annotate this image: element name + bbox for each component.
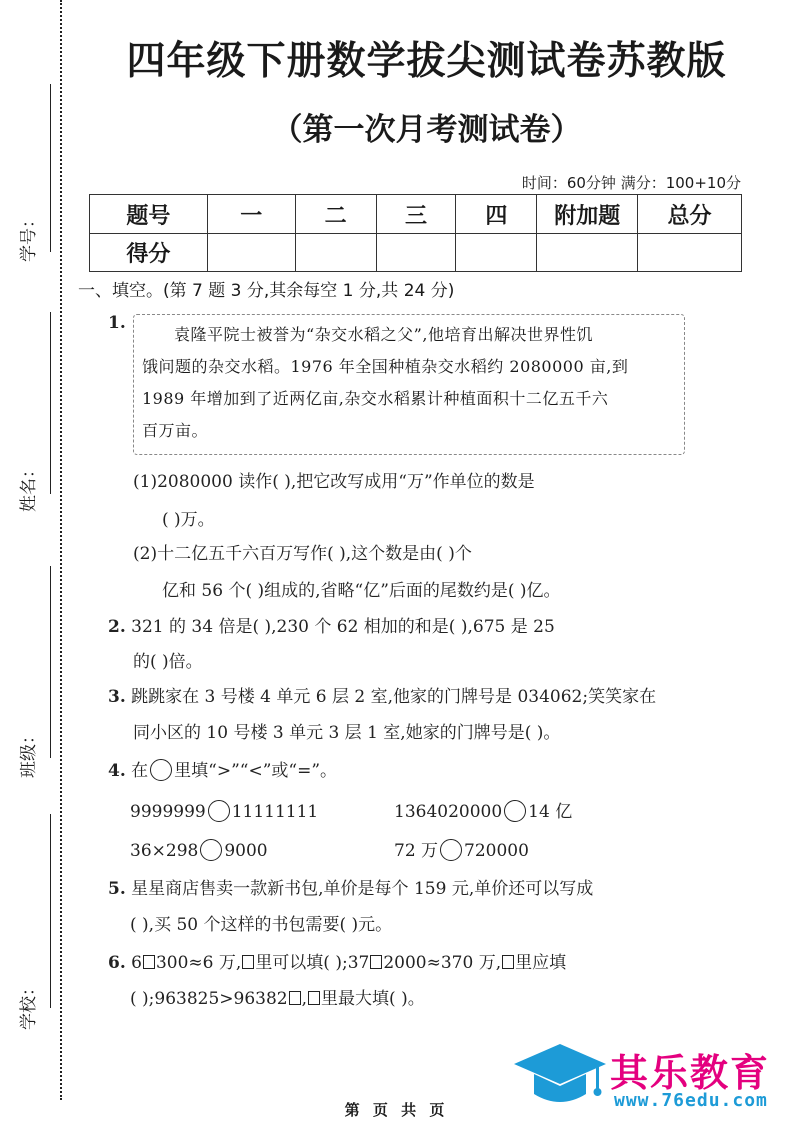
- compare-answer-circle[interactable]: [200, 839, 222, 861]
- brand-name: 其乐教育: [610, 1051, 771, 1095]
- question-number: 4.: [108, 761, 126, 781]
- question-number: 5.: [108, 879, 126, 899]
- question-text: 里填“>”“<”或“=”。: [174, 761, 338, 781]
- score-cell[interactable]: [638, 234, 742, 272]
- question-text: 里最大填( )。: [321, 989, 425, 1009]
- blank-square-icon: [308, 991, 320, 1005]
- passage-line: 饿问题的杂交水稻。1976 年全国种植杂交水稻约 2080000 亩,到: [142, 357, 629, 376]
- score-table: [89, 194, 742, 272]
- score-cell[interactable]: [537, 234, 638, 272]
- question-text: 321 的 34 倍是( ),230 个 62 相加的和是( ),675 是 25: [131, 617, 555, 637]
- score-table-score-row: [90, 234, 742, 272]
- score-cell[interactable]: [295, 234, 376, 272]
- q1-sub1-line1: (1)2080000 读作( ),把它改写成用“万”作单位的数是: [133, 472, 535, 492]
- blank-square-icon: [143, 955, 155, 969]
- compare-left: 72 万: [394, 841, 439, 861]
- blank-square-icon: [289, 991, 301, 1005]
- compare-answer-circle[interactable]: [440, 839, 462, 861]
- question-6: [108, 946, 566, 980]
- compare-item: [130, 834, 268, 868]
- score-table-header-row: [90, 195, 742, 234]
- question-text: ( );963825>96382: [130, 989, 288, 1009]
- question-number: 1.: [108, 313, 126, 333]
- passage-line: 1989 年增加到了近两亿亩,杂交水稻累计种植面积十二亿五千六: [142, 389, 609, 408]
- student-id-line[interactable]: [50, 84, 51, 252]
- q1-sub2-line1: (2)十二亿五千六百万写作( ),这个数是由( )个: [133, 544, 472, 564]
- passage-line: 袁隆平院士被誉为“杂交水稻之父”,他培育出解决世界性饥: [174, 325, 593, 344]
- score-table-header: 一: [207, 195, 295, 234]
- question-number: 6.: [108, 953, 126, 973]
- blank-square-icon: [370, 955, 382, 969]
- compare-item: [394, 834, 529, 868]
- question-text: 300≈6 万,: [155, 953, 242, 973]
- question-text: 6: [131, 953, 142, 973]
- question-number: 3.: [108, 687, 126, 707]
- question-3-line2: 同小区的 10 号楼 3 单元 3 层 1 室,她家的门牌号是( )。: [133, 723, 561, 743]
- score-table-header: 总分: [638, 195, 742, 234]
- score-table-header: 附加题: [537, 195, 638, 234]
- question-3: [108, 680, 656, 714]
- question-text: 里可以填( );37: [255, 953, 370, 973]
- blank-square-icon: [502, 955, 514, 969]
- section-1-heading: 一、填空。(第 7 题 3 分,其余每空 1 分,共 24 分): [78, 281, 455, 301]
- compare-right: 11111111: [231, 802, 319, 822]
- student-id-label: 学号：: [19, 211, 39, 262]
- question-5: [108, 872, 593, 906]
- page-footer: 第 页 共 页: [344, 1101, 449, 1119]
- school-label: 学校：: [19, 979, 39, 1030]
- score-cell[interactable]: [376, 234, 456, 272]
- score-table-header: 题号: [90, 195, 208, 234]
- class-label: 班级：: [19, 727, 39, 778]
- score-row-label: 得分: [90, 234, 208, 272]
- compare-right: 720000: [464, 841, 529, 861]
- compare-item: [394, 795, 572, 829]
- compare-right: 9000: [224, 841, 268, 861]
- exam-meta: 时间：60分钟 满分：100+10分: [521, 174, 741, 192]
- brand-url: www.76edu.com: [614, 1090, 768, 1111]
- compare-left: 9999999: [130, 802, 206, 822]
- student-name-label: 姓名：: [19, 461, 39, 512]
- binding-dotted-line: [60, 0, 62, 1100]
- question-text: 星星商店售卖一款新书包,单价是每个 159 元,单价还可以写成: [131, 879, 594, 899]
- question-6-line2: [130, 982, 425, 1016]
- page-title: 四年级下册数学拔尖测试卷苏教版: [126, 39, 727, 84]
- compare-left: 36×298: [130, 841, 199, 861]
- compare-left: 1364020000: [394, 802, 503, 822]
- blank-square-icon: [242, 955, 254, 969]
- compare-circle-icon: [150, 759, 172, 781]
- question-text: 在: [131, 761, 149, 781]
- question-4: [108, 754, 337, 788]
- q1-sub2-line2: 亿和 56 个( )组成的,省略“亿”后面的尾数约是( )亿。: [162, 581, 561, 601]
- compare-right: 14 亿: [528, 802, 573, 822]
- passage-line: 百万亩。: [142, 421, 209, 440]
- compare-answer-circle[interactable]: [504, 800, 526, 822]
- score-table-header: 四: [456, 195, 537, 234]
- score-table-header: 二: [295, 195, 376, 234]
- question-2-line2: 的( )倍。: [133, 652, 203, 672]
- compare-item: [130, 795, 318, 829]
- score-table-header: 三: [376, 195, 456, 234]
- score-cell[interactable]: [207, 234, 295, 272]
- q1-sub1-line2: ( )万。: [162, 510, 215, 530]
- compare-answer-circle[interactable]: [208, 800, 230, 822]
- page-subtitle: （第一次月考测试卷）: [271, 112, 582, 148]
- school-line[interactable]: [50, 814, 51, 1008]
- question-text: 2000≈370 万,: [383, 953, 502, 973]
- question-5-line2: ( ),买 50 个这样的书包需要( )元。: [130, 915, 393, 935]
- question-number: 2.: [108, 617, 126, 637]
- score-cell[interactable]: [456, 234, 537, 272]
- question-text: 跳跳家在 3 号楼 4 单元 6 层 2 室,他家的门牌号是 034062;笑笑家在: [131, 687, 657, 707]
- question-text: ,: [301, 989, 308, 1009]
- question-text: 里应填: [515, 953, 567, 973]
- student-name-line[interactable]: [50, 312, 51, 494]
- question-2: [108, 610, 555, 644]
- passage-box: [133, 314, 685, 455]
- class-line[interactable]: [50, 566, 51, 758]
